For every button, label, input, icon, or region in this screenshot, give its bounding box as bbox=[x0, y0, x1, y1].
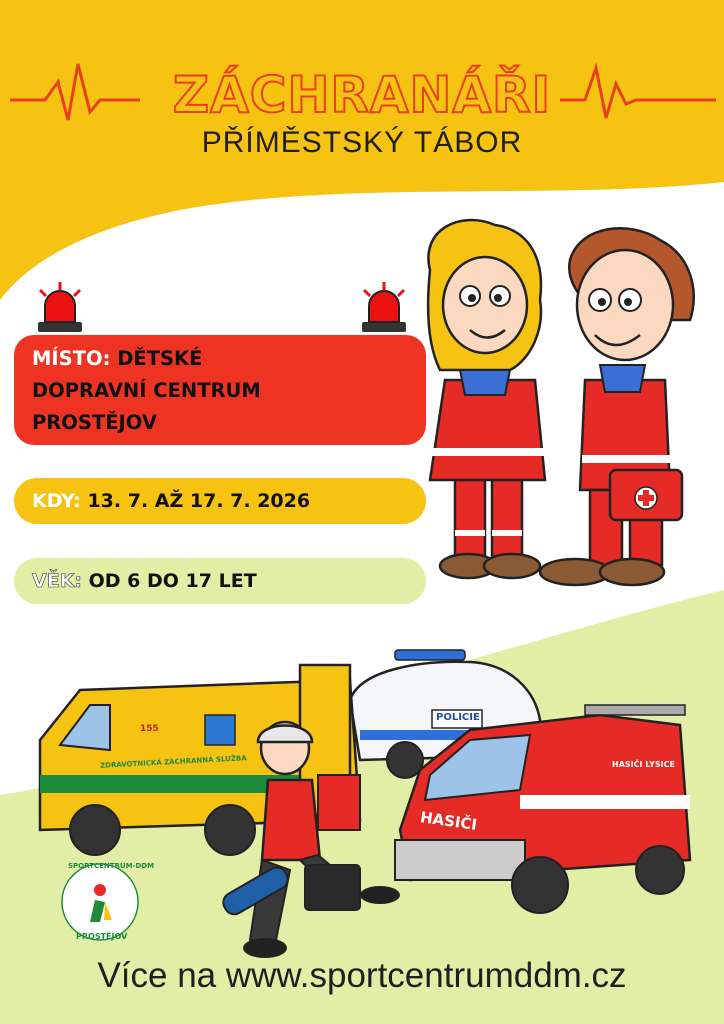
place-line-1: DĚTSKÉ bbox=[117, 347, 203, 370]
date-label: KDY: bbox=[32, 490, 81, 512]
fire-van-side-label: HASIČI LYSICE bbox=[612, 760, 675, 769]
place-label: MÍSTO: bbox=[32, 347, 111, 370]
siren-icon-right bbox=[362, 282, 406, 332]
siren-icon-left bbox=[38, 282, 82, 332]
place-line-2: DOPRAVNÍ CENTRUM bbox=[32, 379, 261, 402]
paramedic-girl-illustration bbox=[428, 220, 545, 578]
sportcentrum-logo bbox=[62, 864, 138, 940]
page-subtitle: PŘÍMĚSTSKÝ TÁBOR bbox=[201, 126, 523, 159]
date-box bbox=[14, 478, 426, 524]
age-value: OD 6 DO 17 LET bbox=[88, 570, 257, 592]
page-title: ZÁCHRANÁŘI bbox=[172, 66, 552, 124]
age-box bbox=[14, 558, 426, 604]
website-footer: Více na www.sportcentrumddm.cz bbox=[97, 956, 627, 995]
fire-van-label: HASIČI bbox=[419, 808, 479, 834]
police-label: POLICIE bbox=[436, 712, 480, 723]
place-box bbox=[14, 335, 426, 445]
age-label: VĚK: bbox=[32, 570, 83, 592]
ambulance-phone-label: 155 bbox=[140, 724, 159, 734]
ambulance-side-label: ZDRAVOTNICKÁ ZÁCHRANNÁ SLUŽBA bbox=[99, 754, 247, 770]
date-value: 13. 7. AŽ 17. 7. 2026 bbox=[87, 490, 311, 512]
paramedic-boy-illustration bbox=[540, 228, 694, 585]
logo-bottom-text: PROSTĚJOV bbox=[76, 932, 128, 941]
logo-top-text: SPORTCENTRUM-DDM bbox=[68, 862, 155, 870]
place-line-3: PROSTĚJOV bbox=[32, 411, 157, 434]
